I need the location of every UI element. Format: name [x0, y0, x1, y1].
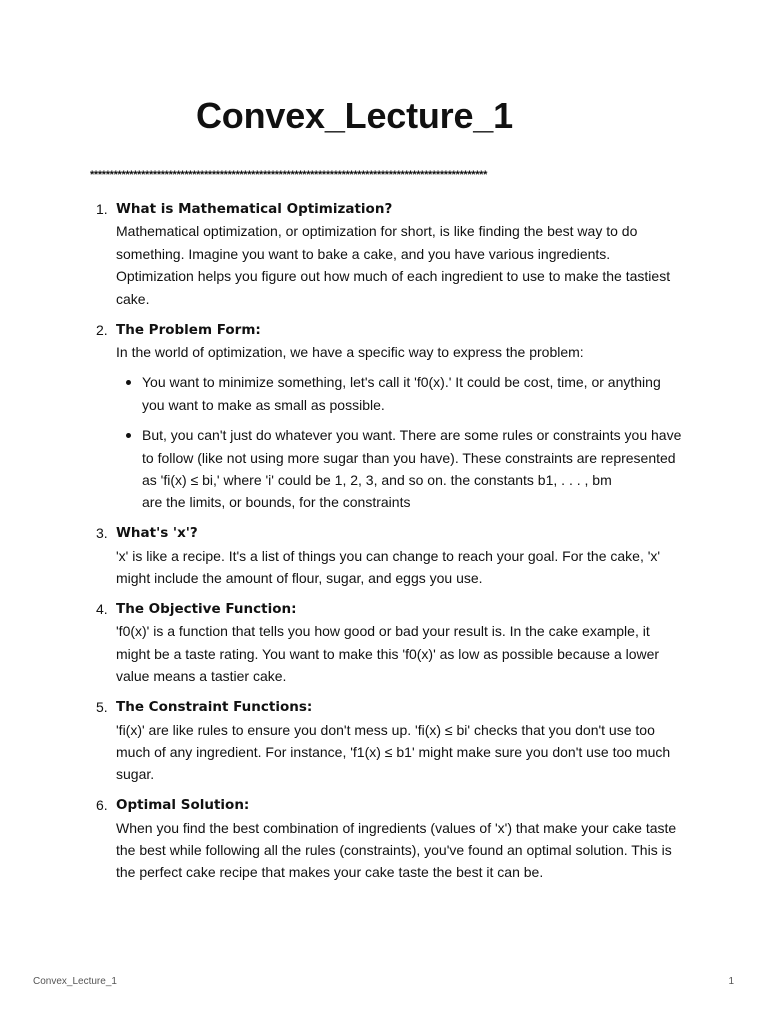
page-title: Convex_Lecture_1 — [196, 95, 513, 136]
section-heading: What's 'x'? — [116, 525, 198, 542]
section-number: 4. — [96, 601, 108, 617]
section-item — [96, 522, 682, 589]
section-heading: The Constraint Functions: — [116, 699, 313, 716]
section-item — [96, 794, 682, 884]
section-body: 'fi(x)' are like rules to ensure you don't mess up. 'fi(x) ≤ bi' checks that you don't use too much of any ingredient. For instance, 'f1(x) ≤ b1' might make sure you don't use too much sugar. — [116, 721, 671, 783]
section-item — [96, 696, 682, 786]
section-number: 5. — [96, 699, 108, 716]
asterisk-separator: ***************************************************************************************************** — [90, 169, 488, 181]
section-number: 3. — [96, 525, 108, 542]
section-body: In the world of optimization, we have a specific way to express the problem: — [116, 343, 584, 360]
bullet-dot-icon — [126, 380, 131, 385]
section-number: 1. — [96, 201, 108, 217]
section-body: When you find the best combination of ingredients (values of 'x') that make your cake taste the best while following all the rules (constraints), you've found an optimal solution. This is the perfect cake recipe that makes your cake taste the best it can be. — [116, 819, 677, 881]
section-heading: What is Mathematical Optimization? — [116, 201, 393, 217]
bullet-text: But, you can't just do whatever you want. There are some rules or constraints you have to follow (like not using more sugar than you have). These constraints are represented as 'fi(x) ≤ bi,' where 'i' could be 1, 2, 3, and so on. the constants b1, . . . , bm — [142, 427, 682, 488]
section-list — [96, 198, 682, 884]
section-body: 'f0(x)' is a function that tells you how good or bad your result is. In the cake example, it might be a taste rating. You want to make this 'f0(x)' as low as possible because a lower value means a tastier cake. — [116, 623, 660, 685]
bullet-item — [116, 424, 682, 514]
section-item — [96, 598, 682, 688]
footer-page-number: 1 — [728, 976, 734, 987]
bullet-text: You want to minimize something, let's call it 'f0(x).' It could be cost, time, or anything you want to make as small as possible. — [142, 374, 661, 413]
section-heading: The Problem Form: — [116, 321, 261, 338]
section-body: Mathematical optimization, or optimization for short, is like finding the best way to do something. Imagine you want to bake a cake, and you have various ingredients. Optimization helps you figure out how much of each ingredient to use to make the tastiest cake. — [116, 223, 671, 307]
section-item — [96, 319, 682, 514]
bullet-dot-icon — [126, 433, 131, 438]
bullet-continuation: are the limits, or bounds, for the constraints — [142, 494, 411, 511]
bullet-list — [116, 371, 682, 513]
section-body: 'x' is like a recipe. It's a list of things you can change to reach your goal. For the cake, 'x' might include the amount of flour, sugar, and eggs you use. — [116, 547, 661, 587]
section-item — [96, 198, 682, 310]
bullet-item — [116, 371, 682, 416]
footer-document-name: Convex_Lecture_1 — [33, 976, 117, 987]
section-number: 6. — [96, 797, 108, 814]
lecture-content — [96, 198, 682, 892]
section-number: 2. — [96, 321, 108, 338]
section-heading: Optimal Solution: — [116, 797, 250, 814]
section-heading: The Objective Function: — [116, 601, 297, 617]
